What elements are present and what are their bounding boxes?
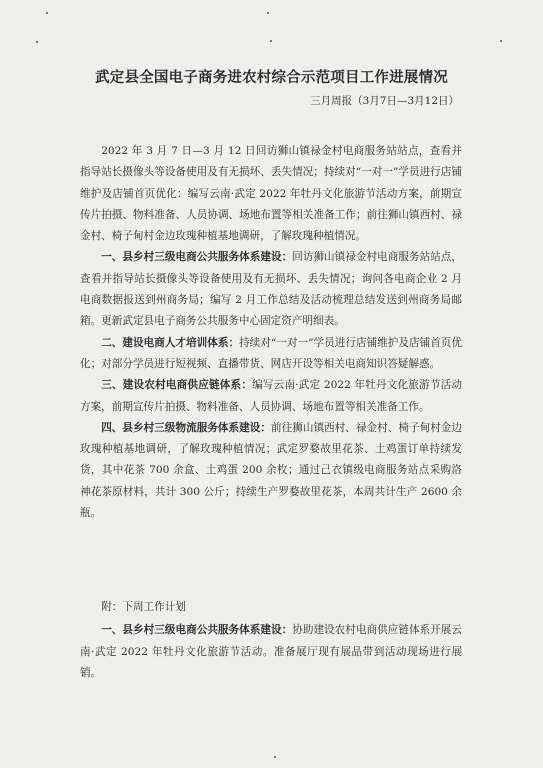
paragraph-text: 编写云南·武定 2022 年牡丹文化旅游节活动方案，前期宣传片拍摄、物料准备、人员协调、场地布置等相关准备工作。 xyxy=(80,379,463,413)
scan-speck xyxy=(274,756,276,758)
scan-speck xyxy=(270,40,272,42)
paragraph xyxy=(80,375,462,418)
appendix-item-text: 协助建设农村电商供应链体系开展云南·武定 2022 年牡丹文化旅游节活动。准备展厅现有展品带到活动现场进行展销。 xyxy=(80,624,463,679)
document-title: 武定县全国电子商务进农村综合示范项目工作进展情况 xyxy=(95,69,448,86)
appendix-item xyxy=(80,620,462,684)
paragraph-text: 回访狮山镇禄金村电商服务站站点，查看并指导站长摄像头等设备使用及有无损坏、丢失情况；询问各电商企业 2 月电商数据报送到州商务局；编写 2 月工作总结及活动梳理总结发送到州商务局邮箱。更新武定县电子商务公共服务中心固定资产明细表。 xyxy=(80,251,463,328)
appendix-heading: 附：下周工作计划 xyxy=(101,601,186,613)
document-body xyxy=(80,141,462,524)
section-heading: 一、县乡村三级电商公共服务体系建设： xyxy=(101,624,293,637)
paragraph-text: 前往狮山镇西村、禄金村、椅子甸村金边玫瑰种植基地调研，了解玫瑰种植情况；武定罗婺故里花茶、土鸡蛋订单持续发货，其中花茶 700 余盒、土鸡蛋 200 余枚；通过己衣镇级电商服务站点采购洛神花茶原材料，共计 300 公斤；持续生产罗婺故里花茶，本周共计生产 2600 余瓶。 xyxy=(80,421,463,520)
paragraph-text: 持续对“一对一”学员进行店铺维护及店铺首页优化；对部分学员进行短视频、直播带货、网店开设等相关电商知识答疑解惑。 xyxy=(80,336,462,370)
paragraph-text: 2022 年 3 月 7 日—3 月 12 日回访狮山镇禄金村电商服务站站点，查看并指导站长摄像头等设备使用及有无损坏、丢失情况；持续对“一对一”学员进行店铺维护及店铺首页优化：编写云南·武定 2022 年牡丹文化旅游节活动方案，前期宣传片拍摄、物料准备、人员协调、场地布置等相关准备工作；前往狮山镇西村、禄金村、椅子甸村金边玫瑰种植基地调研，了解玫瑰种植情况。 xyxy=(80,145,462,243)
section-heading: 三、建设农村电商供应链体系： xyxy=(101,379,253,392)
section-heading: 四、县乡村三级物流服务体系建设： xyxy=(101,421,271,434)
section-heading: 二、建设电商人才培训体系： xyxy=(101,336,240,349)
paragraph xyxy=(80,333,462,376)
scan-speck xyxy=(46,12,48,14)
section-heading: 一、县乡村三级电商公共服务体系建设： xyxy=(101,251,293,264)
paragraph xyxy=(80,141,462,247)
paragraph xyxy=(80,247,462,332)
scan-speck xyxy=(267,12,269,14)
scan-speck xyxy=(500,40,502,42)
scan-speck xyxy=(36,41,38,43)
paragraph xyxy=(80,418,462,524)
document-subtitle: 三月周报（3月7日—3月12日） xyxy=(310,95,459,107)
appendix-section xyxy=(80,597,462,684)
